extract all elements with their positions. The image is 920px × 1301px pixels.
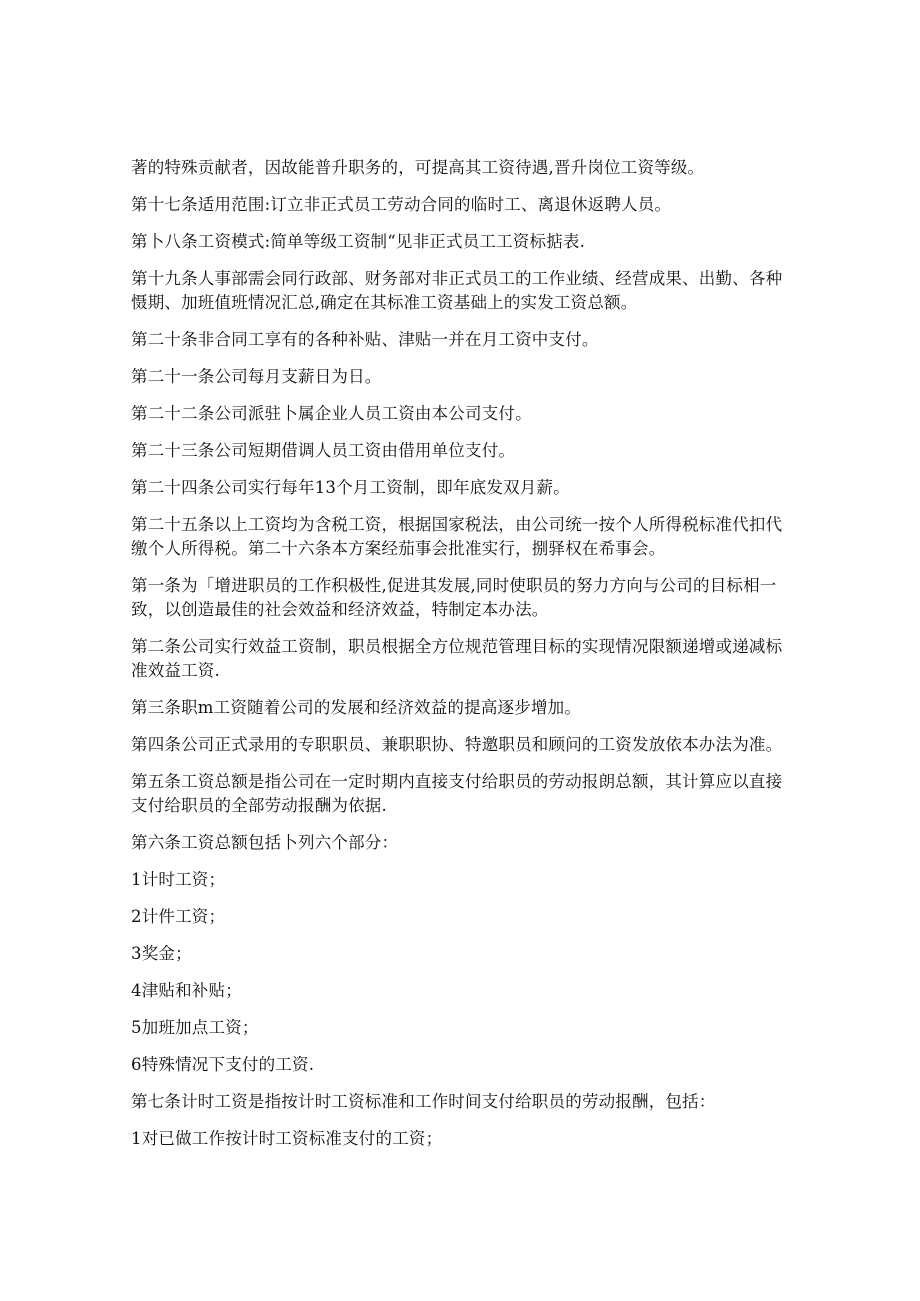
paragraph: 第十七条适用范围:订立非正式员工劳动合同的临时工、离退休返聘人员。 [131, 195, 672, 214]
paragraph: 第一条为「增进职员的工作积极性,促进其发展,同时使职员的努力方向与公司的目标相一致，以创造最佳的社会效益和经济效益，特制定本办法。 [131, 576, 777, 619]
list-item: 1对已做工作按计时工资标准支付的工资； [131, 1129, 443, 1148]
paragraph: 第二十五条以上工资均为含税工资，根据国家税法，由公司统一按个人所得税标准代扣代缴个人所得税。第二十六条本方案经茄事会批准实行，捌驿权在希事会。 [131, 515, 783, 558]
paragraph: 第六条工资总额包括卜列六个部分： [131, 833, 399, 852]
document-body [131, 156, 791, 1164]
paragraph: 第三条职m工资随着公司的发展和经济效益的提高逐步增加。 [131, 698, 582, 717]
list-item: 2计件工资； [131, 907, 226, 926]
paragraph: 著的特殊贡献者，因故能普升职务的，可提高其工资待遇,晋升岗位工资等级。 [131, 158, 705, 177]
paragraph: 第二十四条公司实行每年13个月工资制，即年底发双月薪。 [131, 478, 570, 497]
paragraph: 第二十三条公司短期借调人员工资由借用单位支付。 [131, 441, 516, 460]
paragraph: 第卜八条工资模式:简单等级工资制“见非正式员工工资标掂表. [131, 232, 586, 251]
paragraph: 第二条公司实行效益工资制，职员根据全方位规范管理目标的实现情况限额递增或递减标准效益工资. [131, 637, 783, 680]
list-item: 4津贴和补贴； [131, 981, 242, 1000]
paragraph: 第二十条非合同工享有的各种补贴、津贴一并在月工资中支付。 [131, 330, 599, 349]
paragraph: 第七条计时工资是指按计时工资标准和工作时间支付给职员的劳动报酬，包括： [131, 1092, 716, 1111]
paragraph: 第十九条人事部需会同行政部、财务部对非正式员工的工作业绩、经营成果、出勤、各种慑期、加班值班情况汇总,确定在其标准工资基础上的实发工资总额。 [131, 269, 783, 312]
paragraph: 第四条公司正式录用的专职职员、兼职职协、特邀职员和顾问的工资发放依本办法为准。 [131, 735, 783, 754]
paragraph: 第二十一条公司每月支薪日为日。 [131, 367, 382, 386]
list-item: 6特殊情况下支付的工资. [131, 1055, 315, 1074]
list-item: 1计时工资； [131, 870, 226, 889]
list-item: 5加班加点工资； [131, 1018, 259, 1037]
paragraph: 第二十二条公司派驻卜属企业人员工资由本公司支付。 [131, 404, 532, 423]
paragraph: 第五条工资总额是指公司在一定时期内直接支付给职员的劳动报朗总额，其计算应以直接支付给职员的全部劳动报酬为依据. [131, 772, 783, 815]
list-item: 3奖金； [131, 944, 192, 963]
